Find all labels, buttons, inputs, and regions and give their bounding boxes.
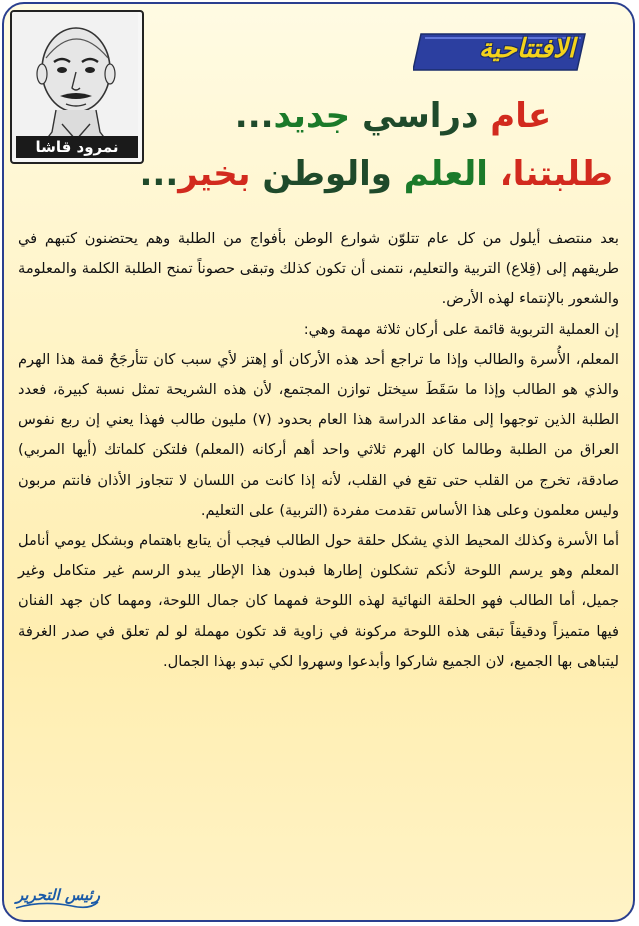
article-paragraph: بعد منتصف أيلول من كل عام تتلوّن شوارع الوطن بأفواج من الطلبة وهم يحتضنون كتبهم في طريقهم إلى (قِلاع) التربية والتعليم، نتمنى أن تكون كذلك وتبقى حصوناً تمنح الطلبة الكلمة والمعلومة والشعور بالإنتماء لهذه الأرض. — [18, 230, 619, 308]
headline-word: جديد — [273, 96, 351, 136]
article-paragraph: أما الأسرة وكذلك المحيط الذي يشكل حلقة حول الطالب فيجب أن يتابع باهتمام وبشكل يومي أنامل المعلم وهو يرسم اللوحة لأنكم تشكلون إطارها فبدون هذا الإطار يبدو الرسم غير متكامل وغير جميل، أما الطالب فهو الحلقة النهائية لهذه اللوحة فمهما كان جمال اللوحة، ومهما كان جهد الفنان فيها متميزاً ودقيقاً تبقى هذه اللوحة مركونة في زاوية قد تكون مهملة لو لم تعلق في صدر الغرفة ليتباهى بها الجميع، لان الجميع شاركوا وأبدعوا وسهروا لكي تبدو بهذا الجمال. — [18, 532, 619, 670]
headline-line-1 — [173, 96, 613, 136]
article-paragraph: إن العملية التربوية قائمة على أركان ثلاثة مهمة وهي: — [303, 320, 619, 338]
author-portrait — [10, 10, 144, 164]
headline-word: والوطن — [262, 154, 392, 194]
section-label: الافتتاحية — [479, 34, 575, 64]
signature-text: رئيس التحرير — [16, 886, 100, 904]
headline-dots: ... — [234, 96, 274, 136]
author-name: نمرود قاشا — [16, 136, 138, 158]
headline-word: بخير — [178, 154, 251, 194]
section-banner — [413, 28, 593, 76]
headline-word: طلبتنا، — [499, 154, 613, 194]
article-paragraph: المعلم، الأُسرة والطالب وإذا ما تراجع أحد هذه الأركان أو إهتز لأي سبب كان تتأرجَحُ قمة هذا الهرم والذي هو الطالب وإذا ما سَقَطَ سيختل توازن المجتمع، لأن هذه الشريحة تمثل نسبة كبيرة، فعدد الطلبة الذين توجهوا إلى مقاعد الدراسة هذا العام بحدود (٧) مليون طالب فهذا يعني إن ربع نفوس العراق من الطلبة وطالما كان الهرم ثلاثي واحد أهم أركانه (المعلم) فلتكن كلماتك (أيها المربي) صادقة، تخرج من القلب حتى تقع في القلب، لأنه إذا كانت من اللسان لا تتجاوز الأذان فانتم مربون وليس معلمون وعلى هذا الأساس تقدمت مفردة (التربية) على التعليم. — [18, 350, 619, 519]
article-body — [18, 224, 619, 677]
headline-dots: ... — [139, 154, 179, 194]
headline-word: العلم — [403, 154, 488, 194]
editor-signature — [12, 880, 100, 914]
headline-word: دراسي — [361, 96, 479, 136]
headline-word: عام — [490, 96, 552, 136]
headline-line-2 — [139, 154, 613, 194]
page-frame — [2, 2, 635, 922]
